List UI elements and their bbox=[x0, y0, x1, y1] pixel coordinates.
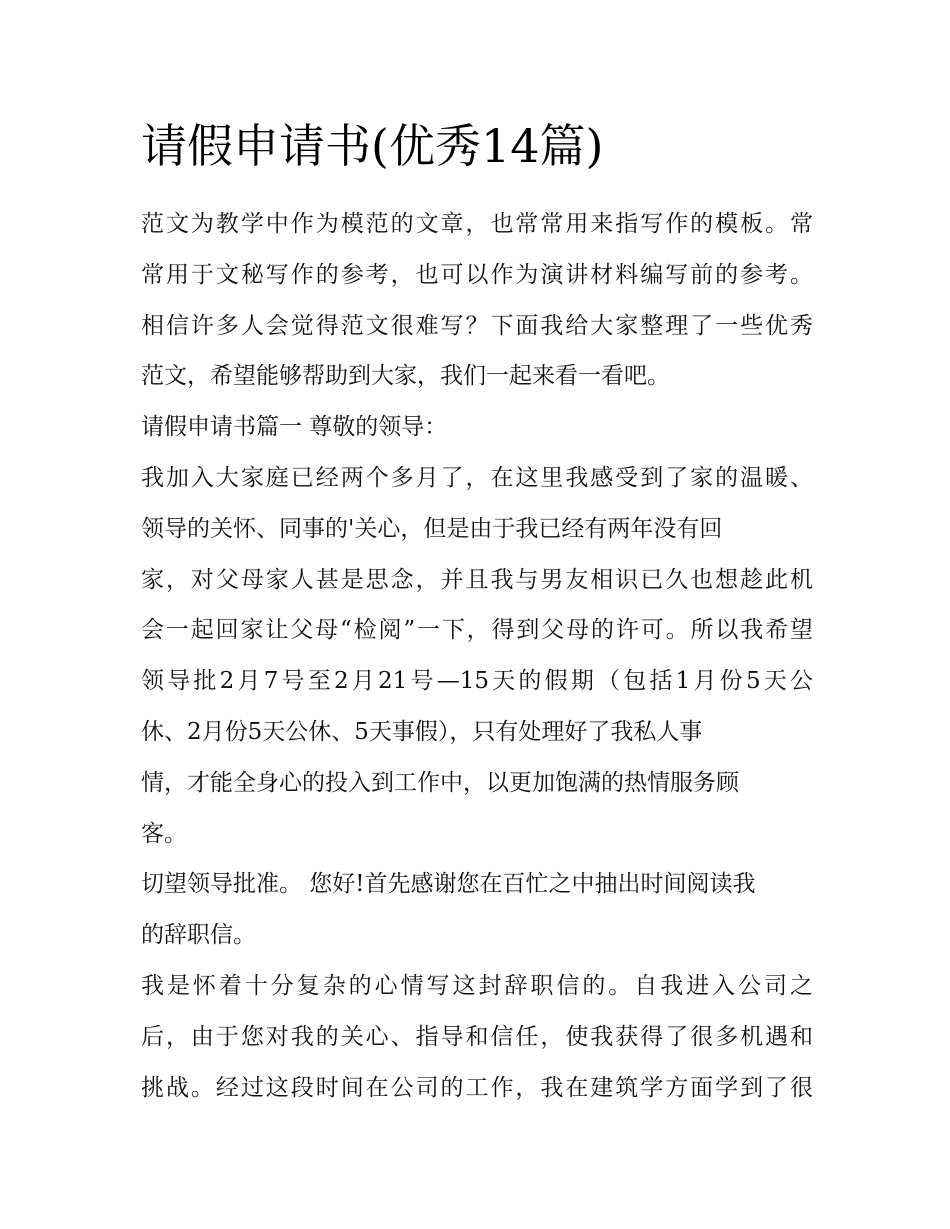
body-line: 切望领导批准。 您好!首先感谢您在百忙之中抽出时间阅读我 bbox=[141, 871, 756, 898]
body-line: 领导的关怀、同事的'关心，但是由于我已经有两年没有回 bbox=[141, 515, 723, 542]
body-line: 客。 bbox=[141, 820, 187, 847]
body-line: 家，对父母家人甚是思念，并且我与男友相识已久也想趁此机 bbox=[141, 566, 813, 593]
body-line: 范文，希望能够帮助到大家，我们一起来看一看吧。 bbox=[141, 363, 670, 390]
body-line: 挑战。经过这段时间在公司的工作，我在建筑学方面学到了很 bbox=[141, 1074, 813, 1101]
document-title: 请假申请书(优秀14篇) bbox=[141, 119, 604, 173]
body-line: 请假申请书篇一 尊敬的领导： bbox=[141, 414, 448, 441]
body-line: 领导批2月7号至2月21号—15天的假期（包括1月份5天公 bbox=[141, 668, 813, 695]
body-line: 我是怀着十分复杂的心情写这封辞职信的。自我进入公司之 bbox=[141, 972, 813, 999]
body-line: 会一起回家让父母“检阅”一下，得到父母的许可。所以我希望 bbox=[141, 617, 813, 644]
body-line: 常用于文秘写作的参考，也可以作为演讲材料编写前的参考。 bbox=[141, 261, 813, 288]
body-line: 的辞职信。 bbox=[141, 922, 256, 949]
body-line: 情，才能全身心的投入到工作中，以更加饱满的热情服务顾 bbox=[141, 769, 739, 796]
body-line: 我加入大家庭已经两个多月了，在这里我感受到了家的温暖、 bbox=[141, 464, 813, 491]
document-body bbox=[141, 199, 813, 1113]
body-line: 范文为教学中作为模范的文章，也常常用来指写作的模板。常 bbox=[141, 211, 813, 237]
body-line: 后，由于您对我的关心、指导和信任，使我获得了很多机遇和 bbox=[141, 1023, 813, 1050]
body-line: 相信许多人会觉得范文很难写？下面我给大家整理了一些优秀 bbox=[141, 312, 813, 339]
body-line: 休、2月份5天公休、5天事假），只有处理好了我私人事 bbox=[141, 718, 703, 745]
